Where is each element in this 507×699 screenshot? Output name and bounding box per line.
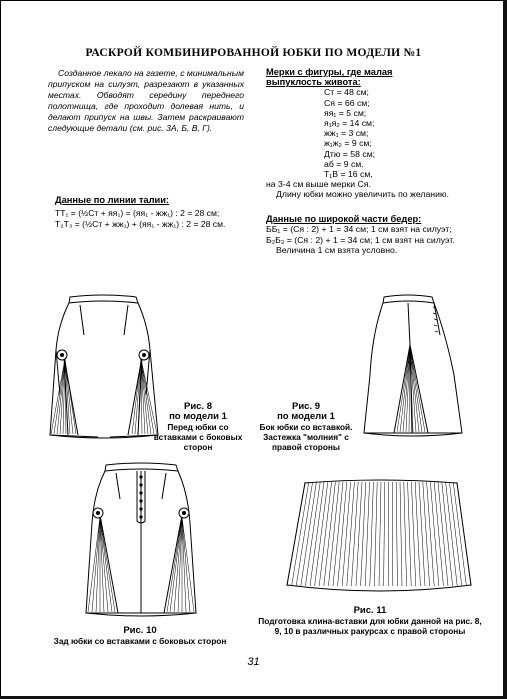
figure-11-description: Подготовка клина-вставки для юбки данной на рис. 8, 9, 10 в различных ракурсах с правой стороны	[258, 616, 482, 636]
figure-9-model: по модели 1	[277, 411, 335, 422]
hip-formula-2: Б₂Б₃ = (Ся : 2) + 1 = 34 см; 1 см взят на силуэт.	[266, 234, 455, 245]
pleat-line	[411, 482, 415, 586]
hip-block	[266, 214, 466, 256]
page-edge-right	[503, 0, 507, 699]
waist-formula-1: ТТ₁ = (½Ст + яя₁) = (яя₁ - жж₁) : 2 = 28 см;	[55, 208, 220, 218]
pleat-line	[430, 482, 438, 586]
pleat-line	[415, 482, 420, 586]
pleat-line	[374, 482, 377, 586]
measurement-item: я₁я₂ = 14 см;	[324, 118, 375, 129]
pleat-line	[379, 482, 381, 586]
pleat-line	[370, 482, 374, 586]
pleat-line	[384, 482, 385, 586]
pleat-line	[365, 482, 369, 586]
figure-11-caption	[255, 606, 485, 636]
measurement-item: ж₁ж₂ = 9 см;	[324, 138, 372, 149]
pleat-line	[356, 482, 362, 586]
pleat-line	[347, 482, 355, 586]
measurement-item: жж₁ = 3 см;	[324, 128, 369, 139]
measurement-item: Дтю = 58 см;	[324, 148, 376, 159]
pleat-line	[457, 482, 471, 586]
figure-11-number: Рис. 11	[353, 605, 387, 616]
pleat-line	[396, 482, 397, 586]
measurement-item: яя₁ = 5 см;	[324, 107, 367, 118]
measurement-item: Т₁В = 16 см,	[324, 169, 373, 180]
pleat-line	[310, 482, 324, 586]
pleat-line	[333, 482, 343, 586]
pleat-line	[400, 482, 402, 586]
measurements-note-1: на 3-4 см выше мерки Ся.	[266, 179, 371, 190]
measurements-list	[324, 87, 466, 179]
pleat-line	[301, 482, 317, 586]
figure-11-pleated-insert	[285, 475, 475, 600]
pleat-line	[351, 482, 358, 586]
measurements-block	[266, 67, 466, 200]
figure-9-description: Бок юбки со вставкой. Застежка "молния" с правой стороны	[259, 422, 353, 452]
figure-8-number: Рис. 8	[183, 401, 213, 412]
pleat-line	[434, 482, 443, 586]
pleat-line	[361, 482, 366, 586]
pleat-line	[408, 482, 412, 586]
intro-paragraph	[48, 68, 244, 134]
measurement-item: аб = 9 см.	[324, 158, 364, 169]
figure-8-description: Перед юбки со вставками с боковых сторон	[153, 422, 243, 452]
hip-formula-1: ББ₁ = (Ся : 2) + 1 = 34 см; 1 см взят на силуэт;	[266, 224, 452, 235]
pleat-line	[419, 482, 425, 586]
figure-10-description: Зад юбки со вставками с боковых сторон	[53, 636, 227, 646]
pleat-line	[305, 482, 320, 586]
pleat-line	[338, 482, 347, 586]
measurements-heading-1: Мерки с фигуры, где малая	[266, 67, 393, 77]
measurements-note-2: Длину юбки можно увеличить по желанию.	[276, 189, 449, 200]
figure-9-caption	[252, 402, 360, 452]
pleat-line	[287, 482, 305, 586]
pleat-line	[427, 482, 435, 586]
hip-note: Величина 1 см взята условно.	[276, 245, 398, 256]
pleat-line	[404, 482, 407, 586]
measurement-item: Ся = 66 см;	[324, 97, 370, 108]
figure-8-model: по модели 1	[169, 411, 227, 422]
waist-formula-2: Т₂Т₃ = (½Ст + жж₁) + (яя₁ - жж₁) : 2 = 28 см.	[55, 219, 226, 229]
measurement-item: Ст = 48 см;	[324, 87, 369, 98]
waist-heading: Данные по линии талии:	[55, 195, 170, 205]
waist-block	[55, 195, 255, 230]
hip-heading: Данные по широкой части бедер:	[266, 214, 422, 224]
pleat-line	[292, 482, 309, 586]
pleat-line	[342, 482, 350, 586]
intro-text: Созданное лекало на газете, с минимальным припуском на силуэт, разрезают в указанных местах. Обводят середину переднего полотнища, где проходит долевая нить, и делают припуск на швы. Затем раскраивают следующие детали (см. рис. 3А, Б, В, Г).	[48, 68, 244, 133]
figure-9-side-skirt	[358, 295, 468, 445]
figure-9-number: Рис. 9	[291, 401, 321, 412]
figure-8-caption	[148, 402, 248, 452]
figure-10-number: Рис. 10	[123, 625, 157, 636]
figure-10-back-skirt	[78, 463, 208, 623]
figure-10-caption	[40, 626, 240, 646]
pleat-line	[296, 482, 312, 586]
page-title: РАСКРОЙ КОМБИНИРОВАННОЙ ЮБКИ ПО МОДЕЛИ №1	[85, 47, 422, 59]
measurements-heading-2: выпуклость живота:	[266, 77, 361, 88]
page-number: 31	[247, 656, 260, 668]
pleat-line	[423, 482, 430, 586]
pleat-line	[438, 482, 448, 586]
